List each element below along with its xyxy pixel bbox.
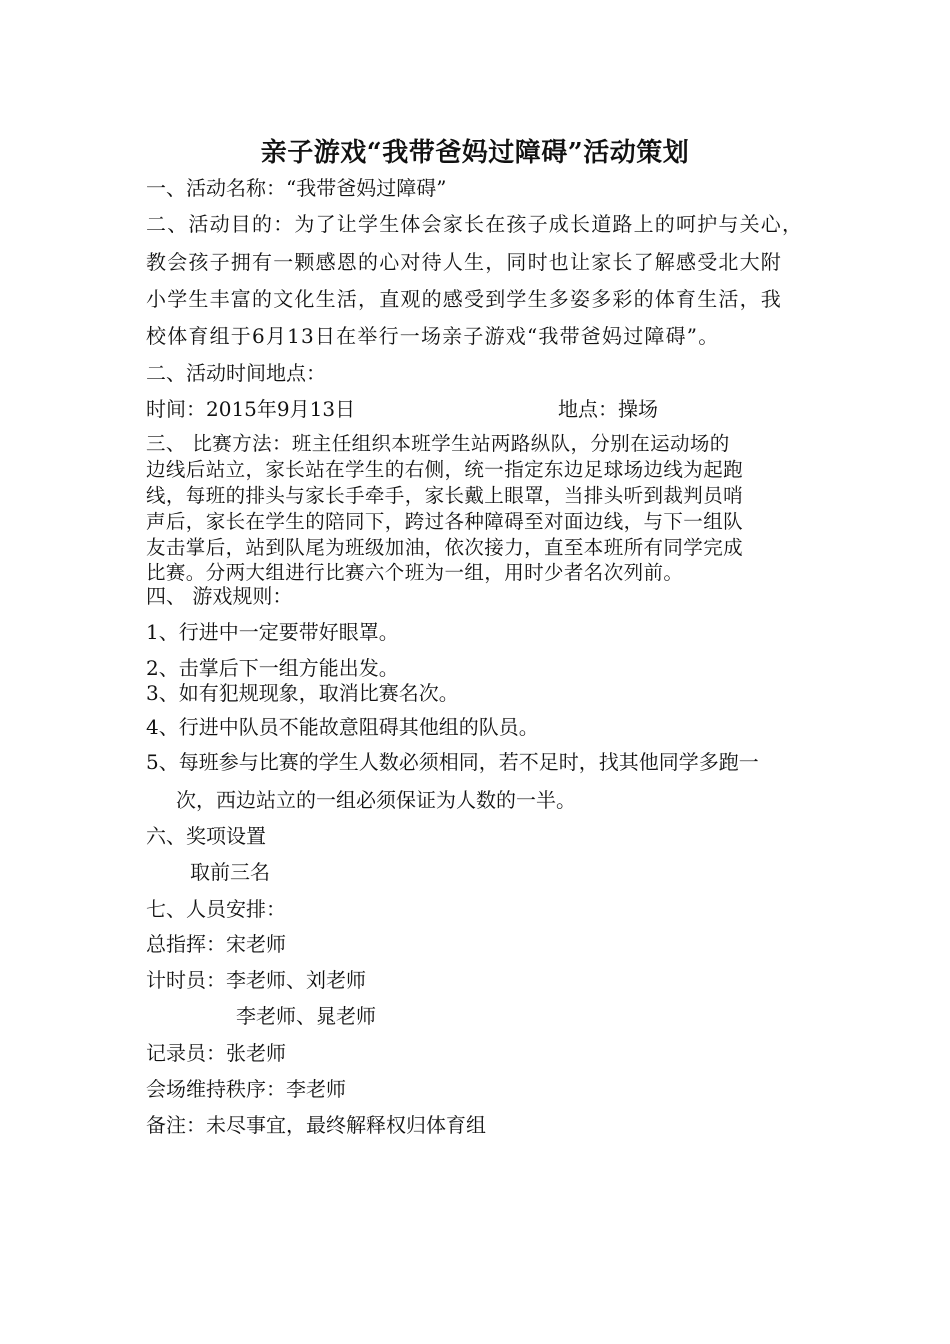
activity-name: 一、活动名称：“我带爸妈过障碍” [146,176,447,200]
rule-2: 2、击掌后下一组方能出发。 [146,656,399,680]
method-line-2: 边线后站立，家长站在学生的右侧，统一指定东边足球场边线为起跑 [146,458,744,481]
time-place-heading: 二、活动时间地点： [146,361,326,385]
rule-1: 1、行进中一定要带好眼罩。 [146,620,399,644]
rule-5-line-2: 次，西边站立的一组必须保证为人数的一半。 [176,788,576,812]
method-line-5: 友击掌后，站到队尾为班级加油，依次接力，直至本班所有同学完成 [146,536,744,559]
document-note: 备注：未尽事宜，最终解释权归体育组 [146,1113,486,1137]
purpose-line-3: 小学生丰富的文化生活，直观的感受到学生多姿多彩的体育生活，我 [146,287,782,311]
staff-timers-1: 计时员：李老师、刘老师 [146,968,366,992]
document-title: 亲子游戏“我带爸妈过障碍”活动策划 [260,138,690,168]
method-line-3: 线，每班的排头与家长手牵手，家长戴上眼罩，当排头听到裁判员哨 [146,484,744,507]
method-line-6: 比赛。分两大组进行比赛六个班为一组，用时少者名次列前。 [146,561,684,584]
rule-4: 4、行进中队员不能故意阻碍其他组的队员。 [146,715,539,739]
awards-heading: 六、奖项设置 [146,824,266,848]
purpose-line-4: 校体育组于6月13日在举行一场亲子游戏“我带爸妈过障碍”。 [146,324,720,348]
method-line-4: 声后，家长在学生的陪同下，跨过各种障碍至对面边线，与下一组队 [146,510,744,533]
staff-chief: 总指挥：宋老师 [146,932,286,956]
awards-text: 取前三名 [190,860,270,884]
staff-recorder: 记录员：张老师 [146,1041,286,1065]
rules-heading: 四、 游戏规则： [146,584,293,608]
staff-heading: 七、人员安排： [146,897,286,921]
rule-3: 3、如有犯规现象，取消比赛名次。 [146,681,459,705]
purpose-line-2: 教会孩子拥有一颗感恩的心对待人生，同时也让家长了解感受北大附 [146,250,782,274]
staff-timers-2: 李老师、晁老师 [236,1004,376,1028]
method-line-1: 三、 比赛方法：班主任组织本班学生站两路纵队，分别在运动场的 [146,432,730,455]
rule-5-line-1: 5、每班参与比赛的学生人数必须相同，若不足时，找其他同学多跑一 [146,750,759,774]
time-text: 时间：2015年9月13日 [146,397,356,421]
purpose-line-1: 二、活动目的：为了让学生体会家长在孩子成长道路上的呵护与关心， [146,212,804,236]
staff-order-keeper: 会场维持秩序：李老师 [146,1077,346,1101]
place-text: 地点：操场 [558,397,658,421]
